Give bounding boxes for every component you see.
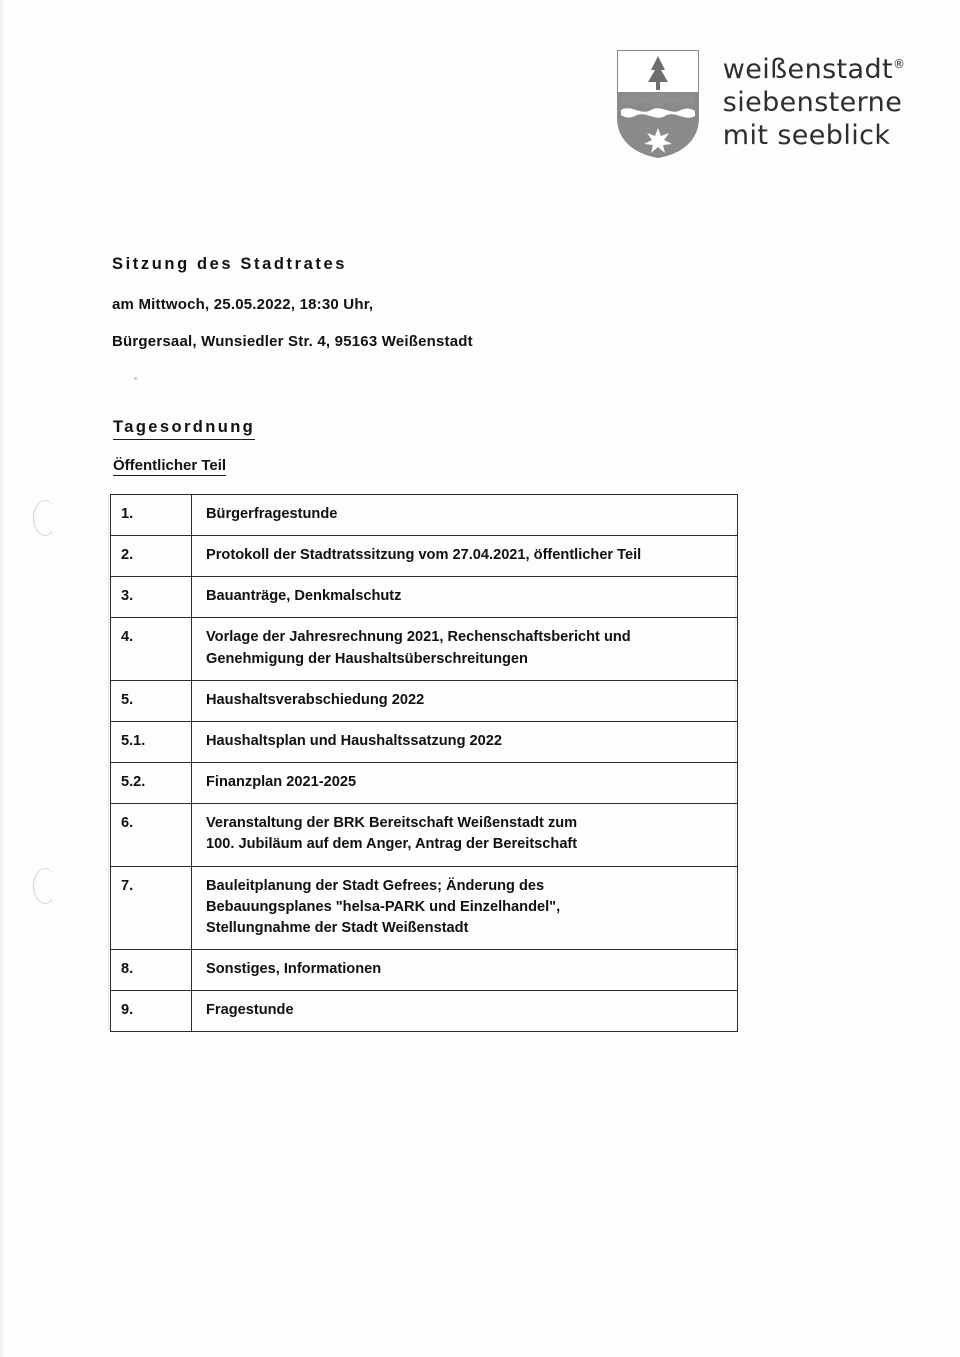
- agenda-heading: Tagesordnung: [113, 418, 255, 440]
- table-row: [111, 866, 738, 949]
- meeting-title-block: [112, 255, 812, 350]
- agenda-table: [110, 494, 738, 1032]
- agenda-item-number: 5.1.: [111, 721, 192, 762]
- agenda-item-number: 4.: [111, 618, 192, 680]
- document-header: [615, 48, 905, 160]
- city-crest-icon: [615, 48, 701, 160]
- table-row: [111, 618, 738, 680]
- agenda-item-number: 9.: [111, 991, 192, 1032]
- table-row: [111, 763, 738, 804]
- agenda-item-number: 3.: [111, 577, 192, 618]
- scan-ring-artifact: [33, 868, 57, 904]
- city-wordmark: [723, 48, 905, 153]
- meeting-datetime: am Mittwoch, 25.05.2022, 18:30 Uhr,: [112, 296, 374, 313]
- agenda-item-text: [192, 577, 738, 618]
- agenda-item-text: [192, 721, 738, 762]
- table-row: [111, 577, 738, 618]
- agenda-item-line: Genehmigung der Haushaltsüberschreitungen: [206, 650, 528, 667]
- table-row: [111, 536, 738, 577]
- agenda-item-line: Bebauungsplanes "helsa-PARK und Einzelhandel",: [206, 898, 561, 915]
- agenda-table-wrapper: [110, 494, 738, 1032]
- agenda-item-line: Bürgerfragestunde: [206, 506, 338, 522]
- agenda-item-line: Haushaltsverabschiedung 2022: [206, 691, 425, 708]
- agenda-item-text: [192, 536, 738, 577]
- registered-mark: ®: [893, 57, 905, 71]
- agenda-item-number: 5.: [111, 680, 192, 721]
- agenda-item-text: [192, 680, 738, 721]
- table-row: [111, 950, 738, 991]
- scan-line-artifact: [108, 495, 109, 1030]
- agenda-item-text: [192, 991, 738, 1032]
- agenda-item-text: [192, 763, 738, 804]
- agenda-item-line: Fragestunde: [206, 1002, 294, 1019]
- agenda-item-line: Vorlage der Jahresrechnung 2021, Rechenschaftsbericht und: [206, 629, 631, 646]
- wordmark-line-1: weißenstadt: [722, 54, 893, 85]
- agenda-item-line: Bauanträge, Denkmalschutz: [206, 588, 402, 605]
- agenda-item-line: Sonstiges, Informationen: [206, 961, 382, 978]
- wordmark-line-2: siebensterne: [722, 86, 903, 118]
- agenda-subheading: Öffentlicher Teil: [113, 457, 227, 474]
- agenda-item-number: 1.: [111, 495, 192, 536]
- agenda-item-text: [192, 866, 738, 949]
- agenda-item-text: [192, 950, 738, 991]
- page-title: Sitzung des Stadtrates: [112, 255, 348, 273]
- meeting-location: Bürgersaal, Wunsiedler Str. 4, 95163 Weißenstadt: [112, 333, 473, 350]
- wordmark-line-3: mit seeblick: [722, 119, 891, 151]
- table-row: [111, 680, 738, 721]
- scan-ring-artifact: [33, 500, 57, 536]
- scan-edge-artifact: [0, 0, 5, 1357]
- agenda-item-text: [192, 804, 738, 866]
- agenda-item-line: Finanzplan 2021-2025: [206, 774, 357, 791]
- agenda-item-text: [192, 495, 738, 536]
- agenda-item-number: 2.: [111, 536, 192, 577]
- agenda-item-line: 100. Jubiläum auf dem Anger, Antrag der Bereitschaft: [206, 836, 578, 853]
- agenda-item-line: Protokoll der Stadtratssitzung vom 27.04.2021, öffentlicher Teil: [206, 547, 642, 564]
- scan-speck-artifact: [134, 377, 137, 380]
- table-row: [111, 804, 738, 866]
- agenda-item-number: 5.2.: [111, 763, 192, 804]
- agenda-item-line: Bauleitplanung der Stadt Gefrees; Änderung des: [206, 877, 545, 894]
- table-row: [111, 991, 738, 1032]
- agenda-item-line: Veranstaltung der BRK Bereitschaft Weißenstadt zum: [206, 815, 578, 832]
- agenda-item-text: [192, 618, 738, 680]
- agenda-item-line: Haushaltsplan und Haushaltssatzung 2022: [206, 732, 503, 749]
- agenda-item-number: 6.: [111, 804, 192, 866]
- agenda-item-number: 8.: [111, 950, 192, 991]
- agenda-item-number: 7.: [111, 866, 192, 949]
- agenda-item-line: Stellungnahme der Stadt Weißenstadt: [206, 919, 469, 936]
- table-row: [111, 721, 738, 762]
- table-row: [111, 495, 738, 536]
